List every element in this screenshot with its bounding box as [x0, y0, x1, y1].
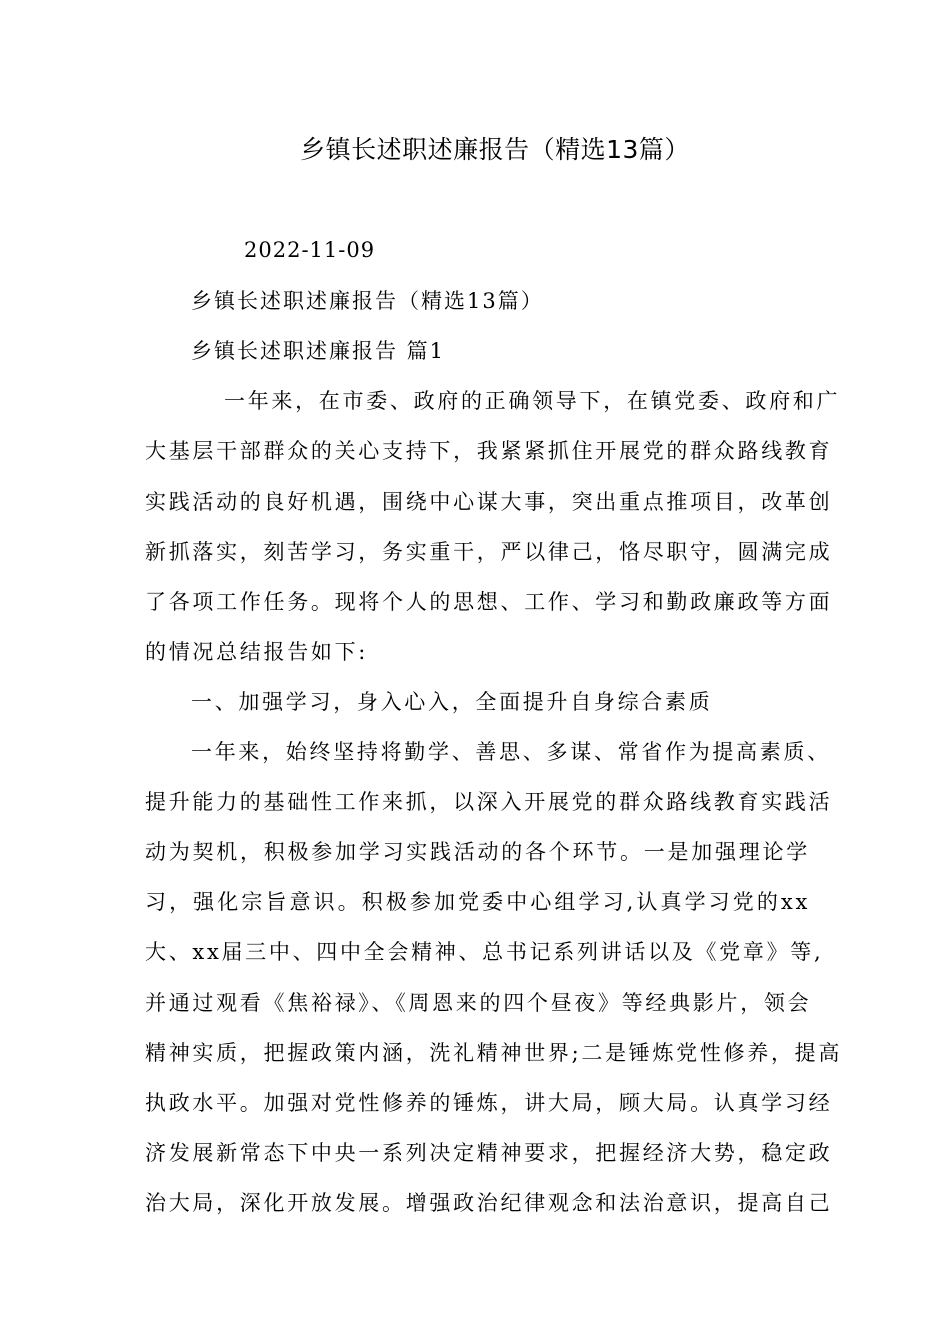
paragraph-line: 并通过观看《焦裕禄》、《周恩来的四个昼夜》等经典影片，领会 [145, 991, 812, 1015]
document-title: 乡镇长述职述廉报告（精选13篇） [300, 135, 690, 164]
paragraph-line: 了各项工作任务。现将个人的思想、工作、学习和勤政廉政等方面 [145, 590, 833, 614]
paragraph-line: 一年来，在市委、政府的正确领导下，在镇党委、政府和广 [224, 389, 841, 413]
paragraph-line: 实践活动的良好机遇，围绕中心谋大事，突出重点推项目，改革创 [145, 490, 833, 514]
paragraph-line: 一年来，始终坚持将勤学、善思、多谋、常省作为提高素质、 [191, 740, 831, 764]
heading-1: 一、加强学习，身入心入，全面提升自身综合素质 [191, 690, 713, 714]
paragraph-line: 济发展新常态下中央一系列决定精神要求，把握经济大势，稳定政 [145, 1141, 833, 1165]
paragraph-line: 大、xx届三中、四中全会精神、总书记系列讲话以及《党章》等, [145, 940, 824, 964]
paragraph-line: 的情况总结报告如下: [145, 640, 369, 664]
paragraph-line: 新抓落实，刻苦学习，务实重干，严以律己，恪尽职守，圆满完成 [145, 540, 833, 564]
paragraph-line: 习，强化宗旨意识。积极参加党委中心组学习,认真学习党的xx [145, 890, 810, 914]
document-date: 2022-11-09 [244, 238, 376, 262]
paragraph-line: 大基层干部群众的关心支持下，我紧紧抓住开展党的群众路线教育 [145, 439, 833, 463]
paragraph-line: 精神实质，把握政策内涵，洗礼精神世界;二是锤炼党性修养，提高 [145, 1041, 843, 1065]
document-subtitle: 乡镇长述职述廉报告（精选13篇） [191, 289, 544, 313]
section-heading: 乡镇长述职述廉报告 篇1 [191, 339, 446, 363]
paragraph-line: 执政水平。加强对党性修养的锤炼，讲大局，顾大局。认真学习经 [145, 1091, 833, 1115]
paragraph-line: 动为契机，积极参加学习实践活动的各个环节。一是加强理论学 [145, 840, 810, 864]
paragraph-line: 治大局，深化开放发展。增强政治纪律观念和法治意识，提高自己 [145, 1191, 833, 1215]
paragraph-line: 提升能力的基础性工作来抓，以深入开展党的群众路线教育实践活 [145, 790, 833, 814]
